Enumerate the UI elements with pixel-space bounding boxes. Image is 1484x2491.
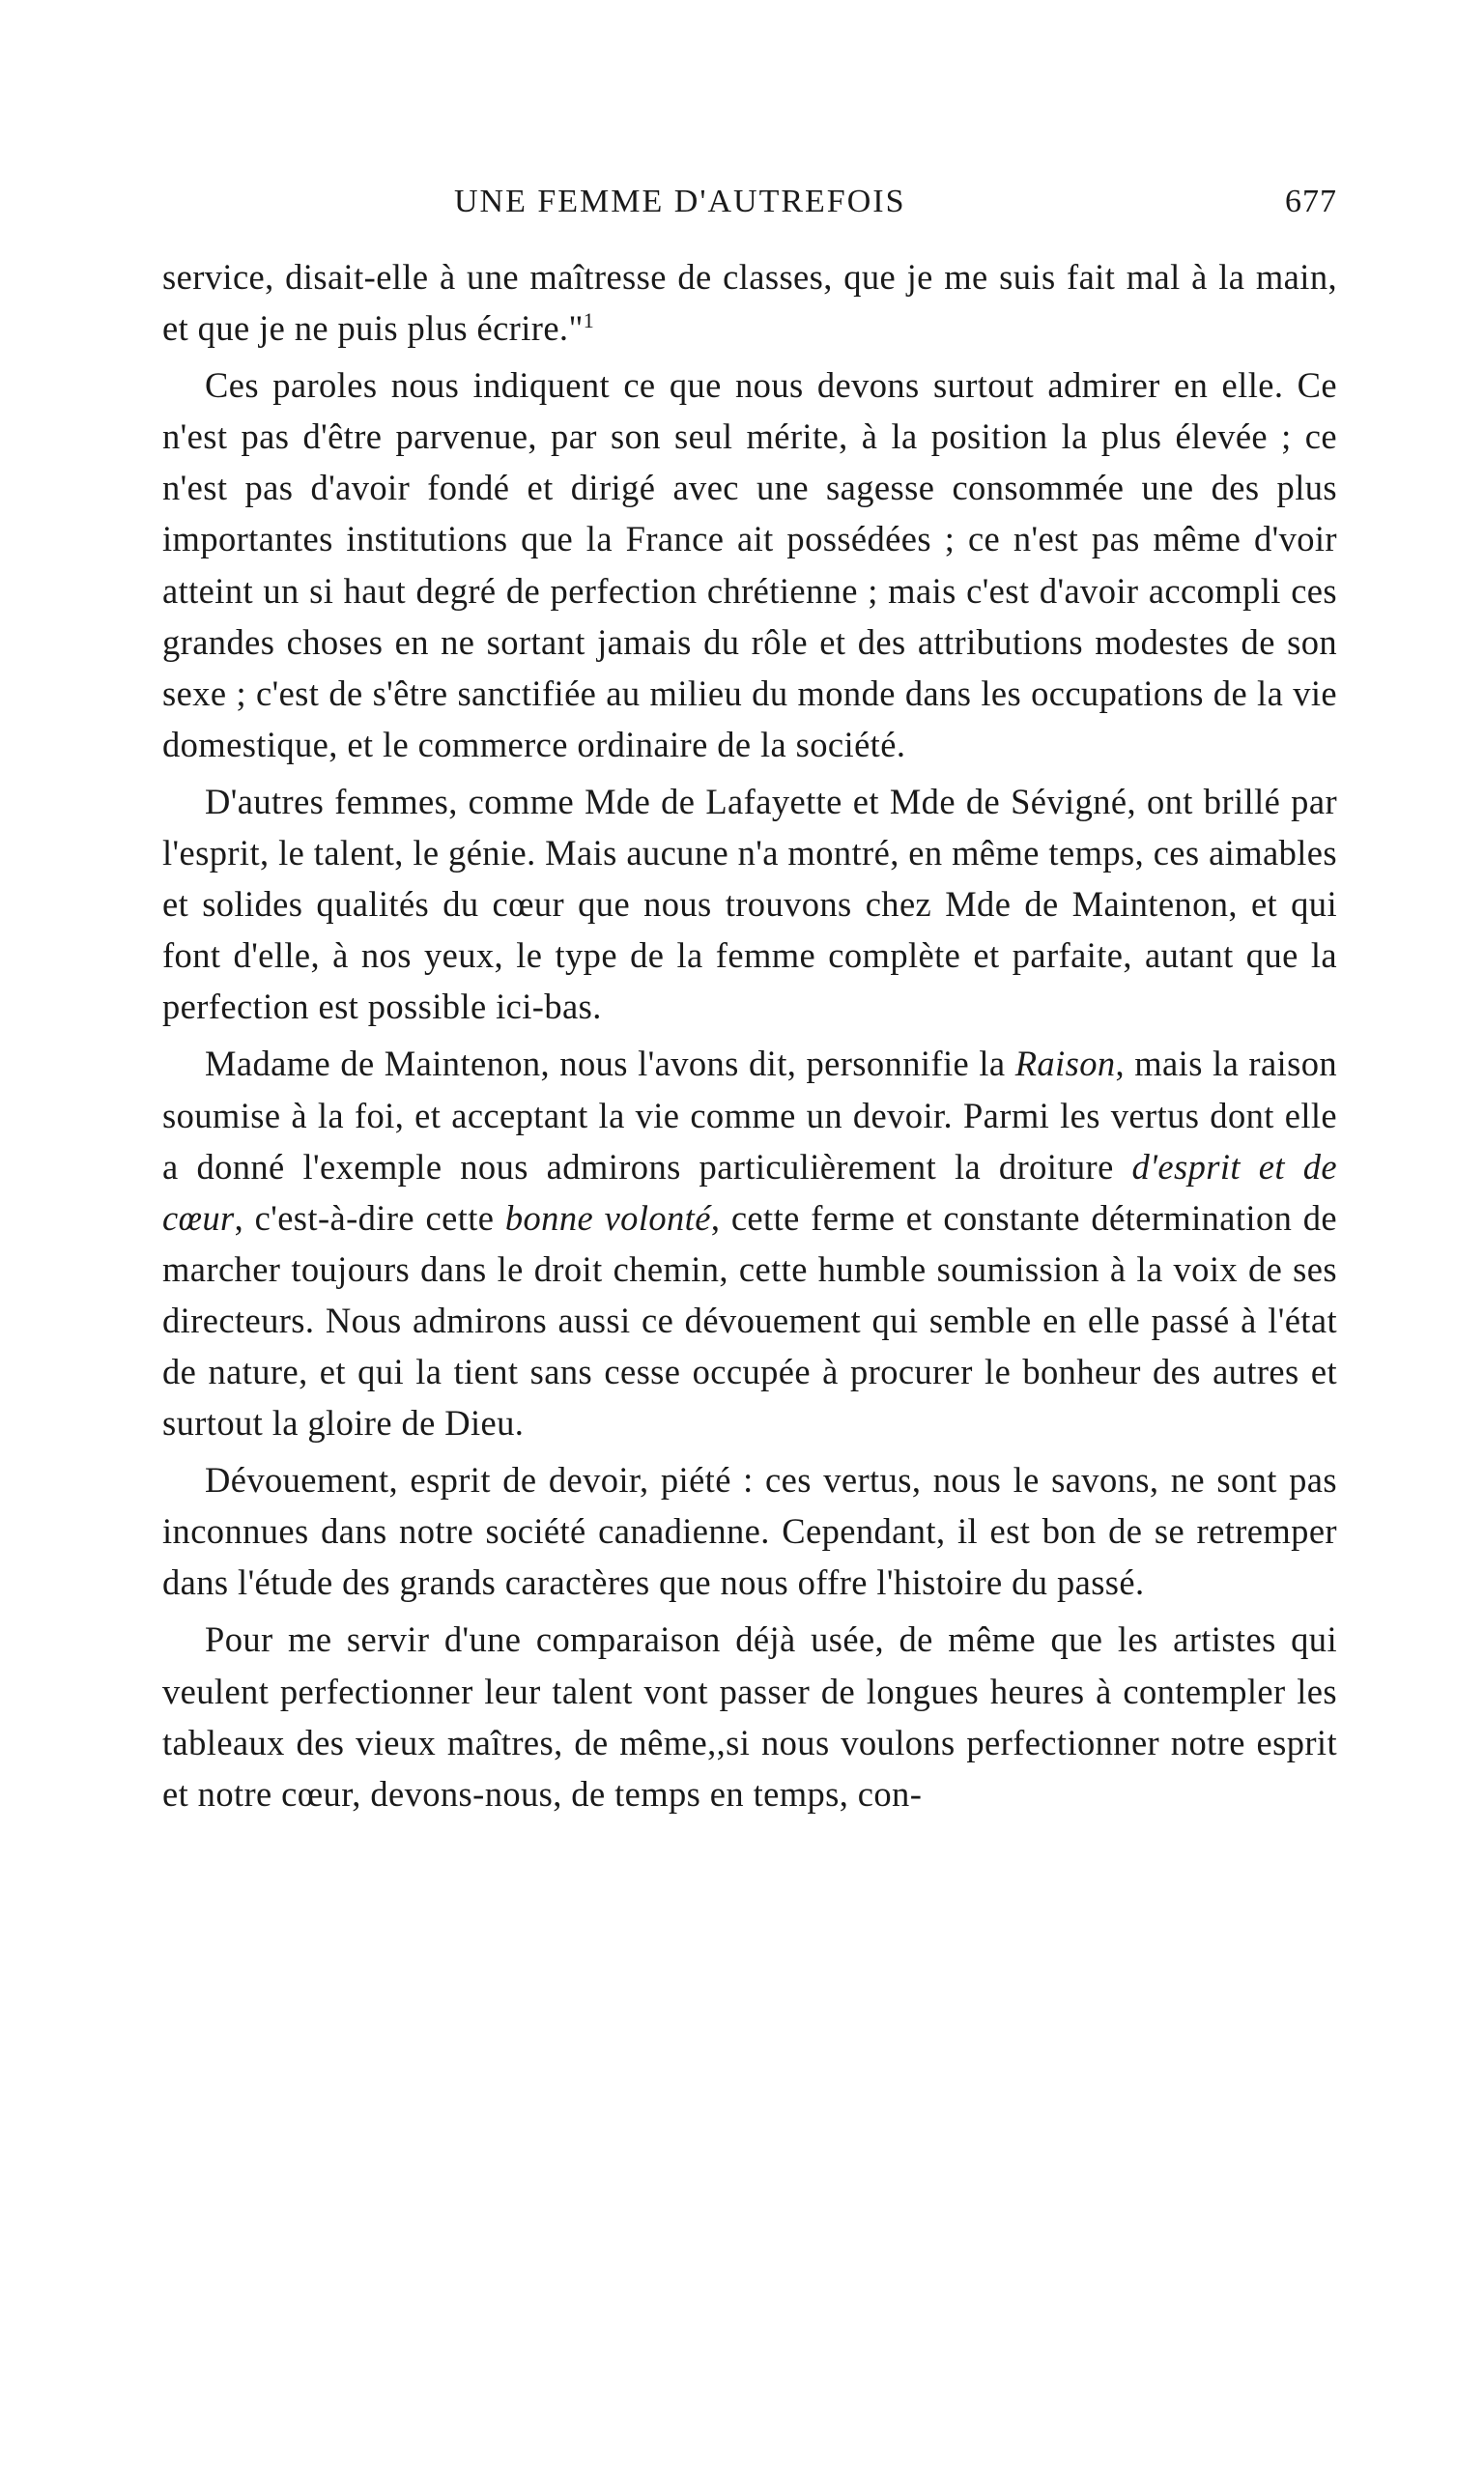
paragraph-4 bbox=[162, 1038, 1337, 1448]
page-number: 677 bbox=[1285, 184, 1337, 219]
running-title: UNE FEMME D'AUTREFOIS bbox=[454, 184, 906, 219]
running-header bbox=[162, 174, 1337, 232]
paragraph-1-text: service, disait-elle à une maîtresse de classes, que je me suis fait mal à la main, et que je ne puis plus écrire." bbox=[162, 257, 1337, 349]
paragraph-4-part-4: , cette ferme et constante détermination de marcher toujours dans le droit chemin, cette humble soumission à la voix de ses directeurs. Nous admirons aussi ce dévouement qui semble en elle passé à l'état de nature, et qui la tient sans cesse occupée à procurer le bonheur des autres et surtout la gloire de Dieu. bbox=[162, 1197, 1337, 1444]
paragraph-2: Ces paroles nous indiquent ce que nous devons surtout admirer en elle. Ce n'est pas d'être parvenue, par son seul mérite, à la position la plus élevée ; ce n'est pas d'avoir fondé et dirigé avec une sagesse consommée une des plus importantes institutions que la France ait possédées ; ce n'est pas même d'voir atteint un si haut degré de perfection chrétienne ; mais c'est d'avoir accompli ces grandes choses en ne sortant jamais du rôle et des attributions modestes de son sexe ; c'est de s'être sanctifiée au milieu du monde dans les occupations de la vie domestique, et le commerce ordinaire de la société. bbox=[162, 365, 1337, 764]
paragraph-5: Dévouement, esprit de devoir, piété : ces vertus, nous le savons, ne sont pas inconnues dans notre société canadienne. Cependant, il est bon de se retremper dans l'étude des grands caractères que nous offre l'histoire du passé. bbox=[162, 1460, 1337, 1603]
body-text bbox=[162, 251, 1337, 1819]
italic-bonne-volonte: bonne volonté bbox=[504, 1197, 711, 1238]
paragraph-6: Pour me servir d'une comparaison déjà usée, de même que les artistes qui veulent perfectionner leur talent vont passer de longues heures à contempler les tableaux des vieux maîtres, de même,,si nous voulons perfectionner notre esprit et notre cœur, devons-nous, de temps en temps, con- bbox=[162, 1619, 1337, 1814]
paragraph-3: D'autres femmes, comme Mde de Lafayette et Mde de Sévigné, ont brillé par l'esprit, le talent, le génie. Mais aucune n'a montré, en même temps, ces aimables et solides qualités du cœur que nous trouvons chez Mde de Maintenon, et qui font d'elle, à nos yeux, le type de la femme complète et parfaite, autant que la perfection est possible ici-bas. bbox=[162, 781, 1337, 1027]
italic-raison: Raison bbox=[1014, 1044, 1116, 1084]
footnote-mark: 1 bbox=[583, 307, 595, 332]
book-page bbox=[162, 174, 1337, 1825]
paragraph-4-part-2: , mais la raison soumise à la foi, et acceptant la vie comme un devoir. Parmi les vertus dont elle a donné l'exemple nous admirons particulièrement la droiture bbox=[162, 1044, 1338, 1187]
paragraph-4-part-3: , c'est-à-dire cette bbox=[234, 1197, 505, 1238]
paragraph-1 bbox=[162, 251, 1337, 354]
paragraph-4-part-1: Madame de Maintenon, nous l'avons dit, personnifie la bbox=[205, 1044, 1015, 1084]
italic-droiture: d'esprit et de cœur bbox=[162, 1146, 1337, 1238]
